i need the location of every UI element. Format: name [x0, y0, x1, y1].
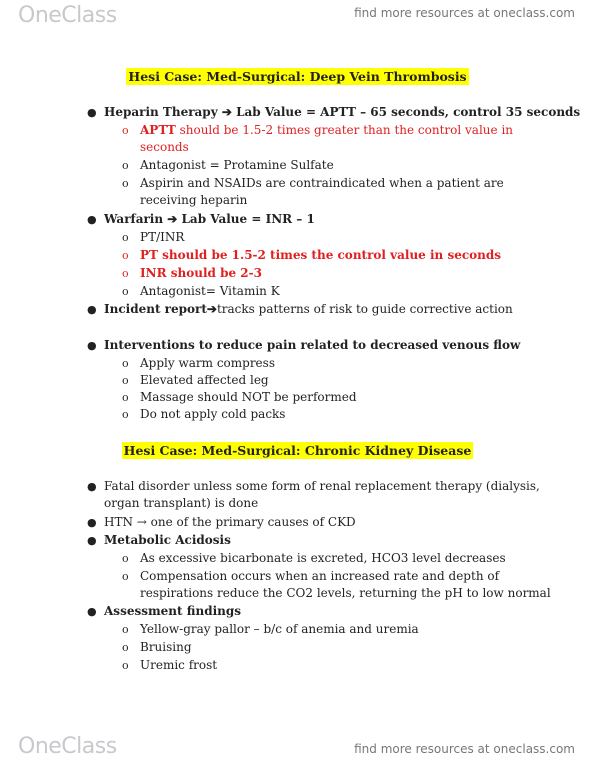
htn-line: HTN → one of the primary causes of CKD	[104, 515, 356, 529]
aptt-line	[140, 122, 513, 139]
inr-range-line: INR should be 2-3	[140, 266, 262, 280]
interventions-line: Interventions to reduce pain related to decreased venous flow	[104, 338, 521, 352]
incident-label: Incident report	[104, 302, 207, 316]
find-more-link-footer[interactable]: find more resources at oneclass.com	[354, 742, 575, 756]
bullet-icon: ●	[87, 516, 97, 529]
sub-bullet-icon: o	[122, 124, 129, 137]
sub-bullet-icon: o	[122, 408, 129, 421]
heparin-antagonist: Antagonist = Protamine Sulfate	[140, 158, 334, 172]
bullet-icon: ●	[87, 106, 97, 119]
oneclass-logo[interactable]: OneClass	[18, 3, 117, 28]
compensation-line: Compensation occurs when an increased rate and depth of	[140, 569, 500, 583]
sub-bullet-icon: o	[122, 249, 129, 262]
sub-bullet-icon: o	[122, 285, 129, 298]
pt-range-line: PT should be 1.5-2 times the control value in seconds	[140, 248, 502, 262]
sub-bullet-icon: o	[122, 357, 129, 370]
sub-bullet-icon: o	[122, 570, 129, 583]
sub-bullet-icon: o	[122, 231, 129, 244]
assessment-item: Bruising	[140, 640, 192, 654]
heparin-line: Heparin Therapy ➔ Lab Value = APTT – 65 seconds, control 35 seconds	[104, 105, 581, 119]
intervention-item: Massage should NOT be performed	[140, 390, 357, 404]
intervention-item: Elevated affected leg	[140, 373, 269, 387]
oneclass-logo-footer[interactable]: OneClass	[18, 734, 117, 759]
section-title: Hesi Case: Med-Surgical: Chronic Kidney Disease	[123, 443, 472, 458]
incident-text: tracks patterns of risk to guide corrective action	[216, 302, 513, 316]
bullet-icon: ●	[87, 213, 97, 226]
sub-bullet-icon: o	[122, 159, 129, 172]
warfarin-line: Warfarin ➔ Lab Value = INR – 1	[104, 212, 315, 226]
sub-bullet-icon: o	[122, 623, 129, 636]
aspirin-line-cont: receiving heparin	[140, 193, 248, 207]
intervention-item: Do not apply cold packs	[140, 407, 286, 421]
sub-bullet-icon: o	[122, 391, 129, 404]
section-title: Hesi Case: Med-Surgical: Deep Vein Thrombosis	[128, 69, 467, 84]
sub-bullet-icon: o	[122, 552, 129, 565]
fatal-line-cont: organ transplant) is done	[104, 496, 259, 510]
bullet-icon: ●	[87, 303, 97, 316]
bullet-icon: ●	[87, 534, 97, 547]
bullet-icon: ●	[87, 605, 97, 618]
incident-line	[104, 301, 513, 318]
assessment-item: Uremic frost	[140, 658, 218, 672]
metabolic-acidosis-line: Metabolic Acidosis	[104, 533, 231, 547]
pt-inr-line: PT/INR	[140, 230, 185, 244]
sub-bullet-icon: o	[122, 177, 129, 190]
sub-bullet-icon: o	[122, 267, 129, 280]
arrow-icon: ➔	[206, 302, 217, 316]
sub-bullet-icon: o	[122, 641, 129, 654]
sub-bullet-icon: o	[122, 659, 129, 672]
find-more-link[interactable]: find more resources at oneclass.com	[354, 6, 575, 20]
aptt-text: should be 1.5-2 times greater than the control value in	[175, 123, 514, 137]
assessment-item: Yellow-gray pallor – b/c of anemia and uremia	[140, 622, 419, 636]
fatal-line: Fatal disorder unless some form of renal replacement therapy (dialysis,	[104, 479, 540, 493]
bullet-icon: ●	[87, 339, 97, 352]
intervention-item: Apply warm compress	[140, 356, 275, 370]
section-heading-dvt	[0, 69, 595, 84]
sub-bullet-icon: o	[122, 374, 129, 387]
aspirin-line: Aspirin and NSAIDs are contraindicated when a patient are	[140, 176, 504, 190]
assessment-line: Assessment findings	[104, 604, 242, 618]
compensation-line-cont: respirations reduce the CO2 levels, returning the pH to low normal	[140, 586, 551, 600]
aptt-line-cont: seconds	[140, 140, 189, 154]
bicarbonate-line: As excessive bicarbonate is excreted, HCO3 level decreases	[140, 551, 506, 565]
warfarin-antagonist: Antagonist= Vitamin K	[140, 284, 280, 298]
bullet-icon: ●	[87, 480, 97, 493]
section-heading-ckd	[0, 443, 595, 458]
aptt-label: APTT	[140, 123, 176, 137]
top-bar	[0, 0, 595, 34]
